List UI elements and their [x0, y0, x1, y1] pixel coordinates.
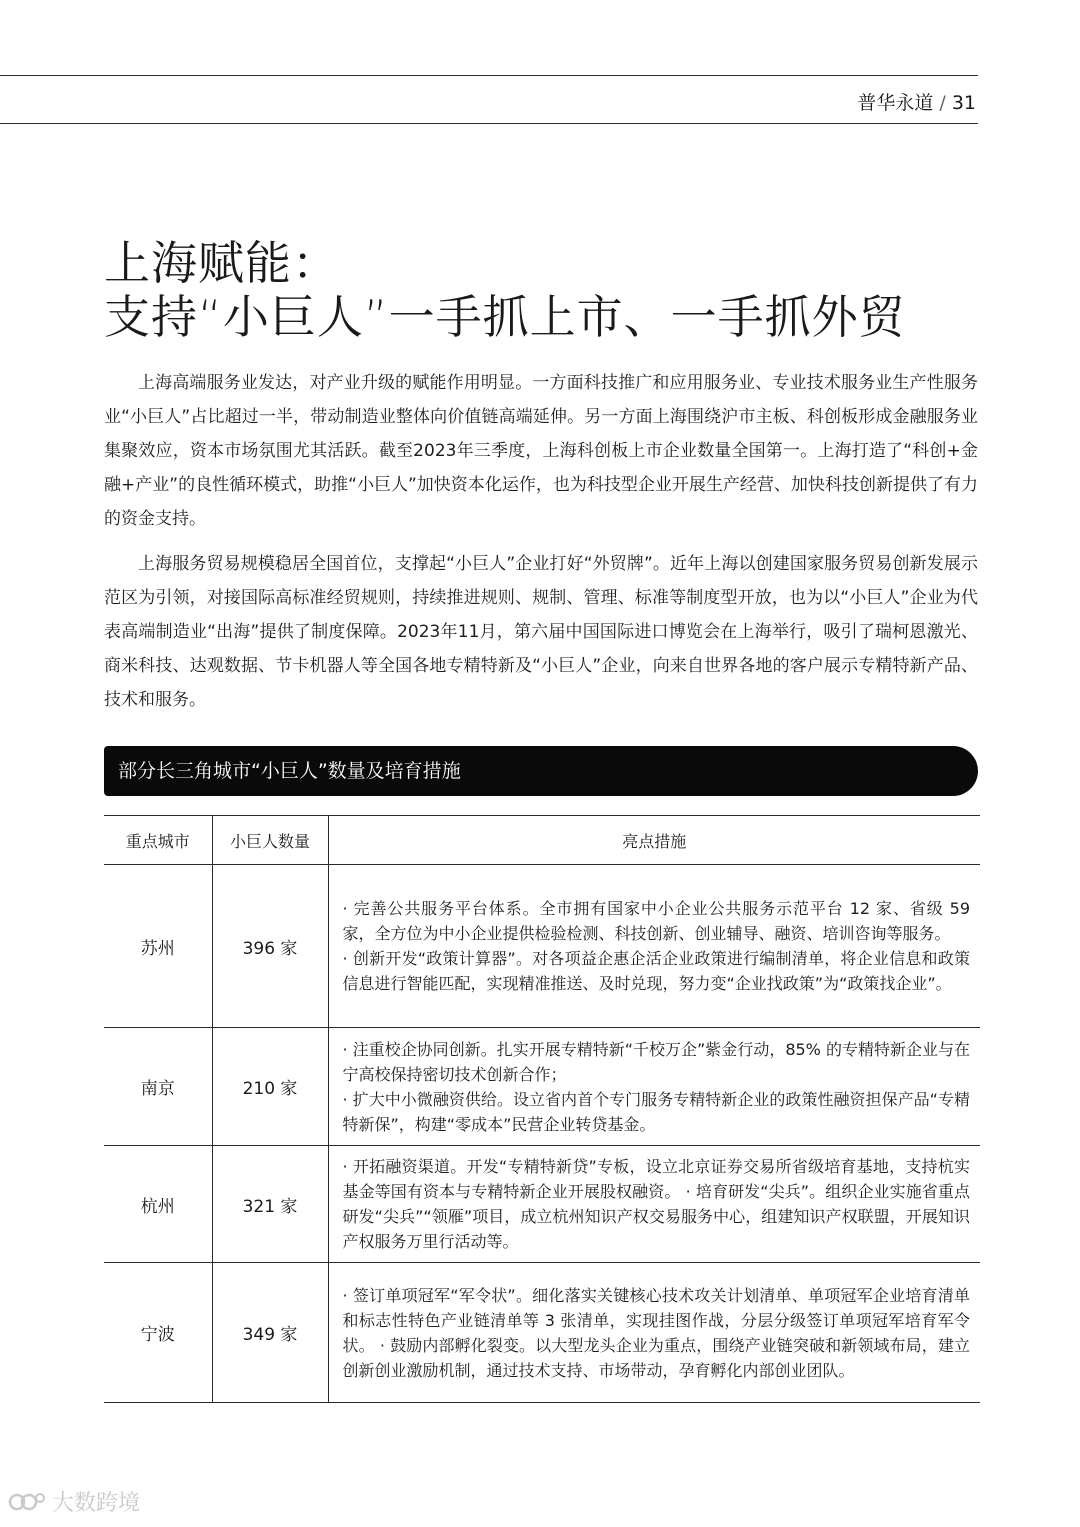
watermark-text: 大数跨境 — [52, 1491, 141, 1516]
watermark — [8, 1486, 140, 1517]
header-count: 小巨人数量 — [212, 816, 328, 865]
table-row — [104, 1263, 980, 1403]
header-brand: 普华永道 — [857, 92, 934, 114]
cell-count: 321 家 — [212, 1146, 328, 1263]
header-rule-bottom — [0, 123, 978, 124]
table-row — [104, 865, 980, 1028]
cell-count: 210 家 — [212, 1028, 328, 1146]
measure-item: · 完善公共服务平台体系。全市拥有国家中小企业公共服务示范平台 12 家、省级 59 家，全方位为中小企业提供检验检测、科技创新、创业辅导、融资、培训咨询等服务。 — [342, 899, 970, 943]
title-line-1: 上海赋能： — [104, 236, 339, 290]
cell-measures — [328, 1028, 980, 1146]
header-measures: 亮点措施 — [622, 831, 687, 851]
cell-city: 苏州 — [104, 865, 212, 1028]
body-paragraph-1: 上海高端服务业发达，对产业升级的赋能作用明显。一方面科技推广和应用服务业、专业技术服务业生产性服务业“小巨人”占比超过一半，带动制造业整体向价值链高端延伸。另一方面上海围绕沪市主板、科创板形成金融服务业集聚效应，资本市场氛围尤其活跃。截至2023年三季度，上海科创板上市企业数量全国第一。上海打造了“科创+金融+产业”的良性循环模式，助推“小巨人”加快资本化运作，也为科技型企业开展生产经营、加快科技创新提供了有力的资金支持。 — [104, 373, 978, 529]
cell-city: 南京 — [104, 1028, 212, 1146]
table-row — [104, 1146, 980, 1263]
table-header-row — [104, 816, 980, 865]
cell-measures — [328, 865, 980, 1028]
cell-count: 396 家 — [212, 865, 328, 1028]
measure-item: · 创新开发“政策计算器”。对各项益企惠企活企业政策进行编制清单，将企业信息和政策信息进行智能匹配，实现精准推送、及时兑现，努力变“企业找政策”为“政策找企业”。 — [342, 949, 970, 993]
running-header — [857, 88, 976, 115]
header-separator: / — [939, 92, 946, 114]
logo-icon — [8, 1489, 46, 1515]
body-paragraph-2: 上海服务贸易规模稳居全国首位，支撑起“小巨人”企业打好“外贸牌”。近年上海以创建国家服务贸易创新发展示范区为引领，对接国际高标准经贸规则，持续推进规则、规制、管理、标准等制度型开放，也为以“小巨人”企业为代表高端制造业“出海”提供了制度保障。2023年11月，第六届中国国际进口博览会在上海举行，吸引了瑞柯恩激光、商米科技、达观数据、节卡机器人等全国各地专精特新及“小巨人”企业，向来自世界各地的客户展示专精特新产品、技术和服务。 — [104, 554, 978, 710]
page-number: 31 — [951, 92, 976, 114]
cell-measures: · 签订单项冠军“军令状”。细化落实关键核心技术攻关计划清单、单项冠军企业培育清单和标志性特色产业链清单等 3 张清单，实现挂图作战，分层分级签订单项冠军培育军令状。 · 鼓励内部孵化裂变。以大型龙头企业为重点，围绕产业链突破和新领域布局，建立创新创业激励机制，通过技术支持、市场带动，孕育孵化内部创业团队。 — [342, 1285, 970, 1380]
city-table — [104, 815, 980, 1403]
page-title — [104, 236, 906, 344]
table-row — [104, 1028, 980, 1146]
measure-item: · 扩大中小微融资供给。设立省内首个专门服务专精特新企业的政策性融资担保产品“专精特新保”，构建“零成本”民营企业转贷基金。 — [342, 1089, 970, 1134]
cell-city: 宁波 — [104, 1263, 212, 1403]
cell-count: 349 家 — [212, 1263, 328, 1403]
cell-city: 杭州 — [104, 1146, 212, 1263]
header-rule-top — [0, 75, 978, 76]
header-city: 重点城市 — [104, 816, 212, 865]
cell-measures: · 开拓融资渠道。开发“专精特新贷”专板，设立北京证券交易所省级培育基地，支持杭实基金等国有资本与专精特新企业开展股权融资。 · 培育研发“尖兵”。组织企业实施省重点研发“尖兵”“领雁”项目，成立杭州知识产权交易服务中心，组建知识产权联盟，开展知识产权服务万里行活动等。 — [342, 1157, 970, 1251]
table-title-banner: 部分长三角城市“小巨人”数量及培育措施 — [104, 746, 978, 796]
title-line-2: 支持“小巨人”一手抓上市、一手抓外贸 — [104, 290, 906, 344]
measure-item: · 注重校企协同创新。扎实开展专精特新“千校万企”紫金行动，85% 的专精特新企业与在宁高校保持密切技术创新合作； — [342, 1039, 970, 1084]
